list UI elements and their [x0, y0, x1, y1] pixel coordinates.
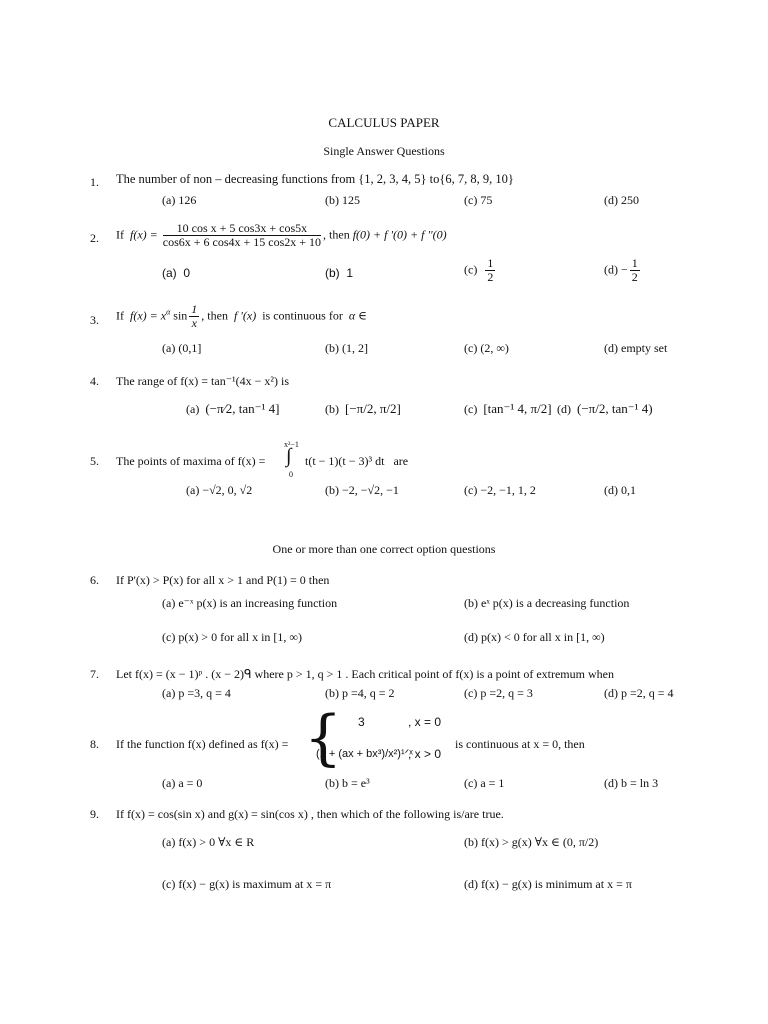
- option-a[interactable]: (a) p =3, q = 4: [162, 686, 231, 700]
- exponent: α: [166, 307, 171, 317]
- option-b[interactable]: (b) −2, −√2, −1: [325, 483, 399, 497]
- option-value: 0: [183, 266, 191, 280]
- option-b[interactable]: (b) b = e³: [325, 776, 370, 790]
- question-6-text: If P'(x) > P(x) for all x > 1 and P(1) = 0 then: [116, 573, 330, 587]
- option-b[interactable]: (b) p =4, q = 2: [325, 686, 395, 700]
- question-text: The points of maxima of f(x) =: [116, 454, 266, 468]
- fraction: [485, 257, 495, 284]
- option-b[interactable]: [325, 266, 353, 280]
- are-word: are: [393, 454, 409, 468]
- if-word: If: [116, 308, 124, 323]
- option-b[interactable]: (b) 125: [325, 193, 360, 207]
- then-word: , then: [201, 308, 228, 323]
- option-c[interactable]: [464, 401, 552, 417]
- option-value: [−π/2, π/2]: [345, 401, 401, 416]
- question-number: 6.: [90, 573, 99, 587]
- denominator: 2: [487, 270, 494, 284]
- option-c[interactable]: (c) (2, ∞): [464, 341, 509, 355]
- integrand-expression: t(t − 1)(t − 3)³ dt: [305, 454, 385, 468]
- question-number: 9.: [90, 807, 99, 821]
- question-1-text: [116, 172, 514, 187]
- continuous-text: is continuous for: [262, 308, 343, 323]
- integral-sign-icon: ∫: [286, 445, 292, 467]
- question-number: 1.: [90, 175, 99, 189]
- option-c[interactable]: (c) 75: [464, 193, 493, 207]
- option-value: [tan⁻¹ 4, π/2]: [483, 401, 552, 416]
- option-d[interactable]: [604, 257, 642, 284]
- then-word: , then: [323, 227, 350, 242]
- question-number: 4.: [90, 374, 99, 388]
- numerator: 1: [191, 302, 198, 316]
- option-a[interactable]: (a) −√2, 0, √2: [186, 483, 253, 497]
- if-word: If: [116, 227, 124, 242]
- left-brace-icon: {: [304, 703, 343, 773]
- question-2-text: [116, 222, 447, 249]
- question-number: 3.: [90, 313, 99, 327]
- option-letter: (a): [186, 402, 200, 416]
- option-value: 1: [346, 266, 354, 280]
- option-a[interactable]: (a) e⁻ˣ p(x) is an increasing function: [162, 596, 338, 610]
- option-letter: (b): [325, 402, 339, 416]
- option-c[interactable]: (c) p =2, q = 3: [464, 686, 533, 700]
- option-c[interactable]: (c) f(x) − g(x) is maximum at x = π: [162, 877, 332, 891]
- fraction: [163, 222, 321, 249]
- option-d[interactable]: (d) 250: [604, 193, 639, 207]
- sin-word: sin: [173, 308, 188, 323]
- question-3-text: [116, 303, 367, 330]
- option-letter: (d): [604, 262, 618, 277]
- section-heading-multiple: One or more than one correct option questions: [272, 542, 496, 556]
- question-number: 2.: [90, 231, 99, 245]
- option-c[interactable]: [464, 257, 497, 284]
- question-7-text: Let f(x) = (x − 1)ᵖ . (x − 2)ᑫ where p > 1, q > 1 . Each critical point of f(x) is a point of extremum when: [116, 667, 614, 681]
- derivative: f '(x): [233, 308, 257, 323]
- option-b[interactable]: (b) eˣ p(x) is a decreasing function: [464, 596, 630, 610]
- option-letter: (b): [325, 266, 340, 280]
- question-8-text: If the function f(x) defined as f(x) =: [116, 737, 289, 751]
- numerator: 1: [487, 256, 494, 270]
- option-a[interactable]: [186, 401, 279, 417]
- option-d[interactable]: (d) b = ln 3: [604, 776, 659, 790]
- option-letter: (c): [464, 402, 478, 416]
- option-letter: (d): [557, 402, 571, 416]
- integrand: [305, 454, 408, 469]
- fraction: [630, 257, 640, 284]
- integral-lower-limit: 0: [289, 470, 293, 479]
- option-c[interactable]: (c) −2, −1, 1, 2: [464, 483, 536, 497]
- option-d[interactable]: (d) p(x) < 0 for all x in [1, ∞): [464, 630, 605, 644]
- function-name: f(x) = x: [130, 308, 167, 323]
- question-number: 7.: [90, 667, 99, 681]
- question-number: 8.: [90, 737, 99, 751]
- numerator: 1: [631, 256, 638, 270]
- integral-upper-limit: x²−1: [284, 440, 299, 449]
- function-name: f(x) =: [130, 227, 158, 242]
- option-c[interactable]: (c) a = 1: [464, 776, 505, 790]
- case-2-value: (1 + (ax + bx³)/x²)¹ᐟˣ: [316, 748, 413, 760]
- option-letter: (c): [464, 262, 478, 277]
- case-1-value: 3: [358, 715, 365, 729]
- paper-title: CALCULUS PAPER: [328, 115, 440, 130]
- case-1-condition: , x = 0: [408, 715, 442, 729]
- question-8-continuous: is continuous at x = 0, then: [455, 737, 585, 751]
- option-c[interactable]: (c) p(x) > 0 for all x in [1, ∞): [162, 630, 302, 644]
- option-d[interactable]: (d) p =2, q = 4: [604, 686, 674, 700]
- option-value: (−π/2, tan⁻¹ 4): [577, 401, 653, 416]
- option-value: (−π⁄2, tan⁻¹ 4]: [205, 401, 280, 416]
- option-b[interactable]: (b) f(x) > g(x) ∀x ∈ (0, π/2): [464, 835, 599, 849]
- option-d[interactable]: (d) 0,1: [604, 483, 636, 497]
- section-heading-single: Single Answer Questions: [323, 144, 445, 158]
- question-9-text: If f(x) = cos(sin x) and g(x) = sin(cos x) , then which of the following is/are true.: [116, 807, 504, 821]
- codomain-set: {6, 7, 8, 9, 10}: [439, 172, 514, 186]
- option-d[interactable]: [557, 401, 653, 417]
- option-a[interactable]: (a) f(x) > 0 ∀x ∈ R: [162, 835, 255, 849]
- option-letter: (a): [162, 266, 177, 280]
- option-d[interactable]: (d) empty set: [604, 341, 668, 355]
- option-a[interactable]: [162, 266, 190, 280]
- question-4-text: The range of f(x) = tan⁻¹(4x − x²) is: [116, 374, 290, 388]
- denominator: cos6x + 6 cos4x + 15 cos2x + 10: [162, 235, 322, 249]
- question-number: 5.: [90, 454, 99, 468]
- minus-sign: −: [621, 262, 628, 277]
- option-a[interactable]: (a) a = 0: [162, 776, 203, 790]
- option-a[interactable]: (a) 126: [162, 193, 197, 207]
- expression: f(0) + f '(0) + f ''(0): [352, 227, 447, 242]
- option-a[interactable]: (a) (0,1]: [162, 341, 202, 355]
- option-d[interactable]: (d) f(x) − g(x) is minimum at x = π: [464, 877, 632, 891]
- case-2-condition: , x > 0: [408, 747, 442, 761]
- option-b[interactable]: (b) (1, 2]: [325, 341, 368, 355]
- numerator: 10 cos x + 5 cos3x + cos5x: [163, 222, 321, 236]
- denominator: 2: [631, 270, 638, 284]
- question-text: The number of non – decreasing functions from: [116, 172, 356, 186]
- question-5-text: [116, 454, 265, 469]
- option-b[interactable]: [325, 401, 401, 417]
- domain-set: {1, 2, 3, 4, 5}: [358, 172, 427, 186]
- fraction: [189, 303, 199, 330]
- alpha-in: α ∈: [348, 308, 368, 323]
- denominator: x: [191, 316, 197, 330]
- to-word: to: [429, 172, 440, 186]
